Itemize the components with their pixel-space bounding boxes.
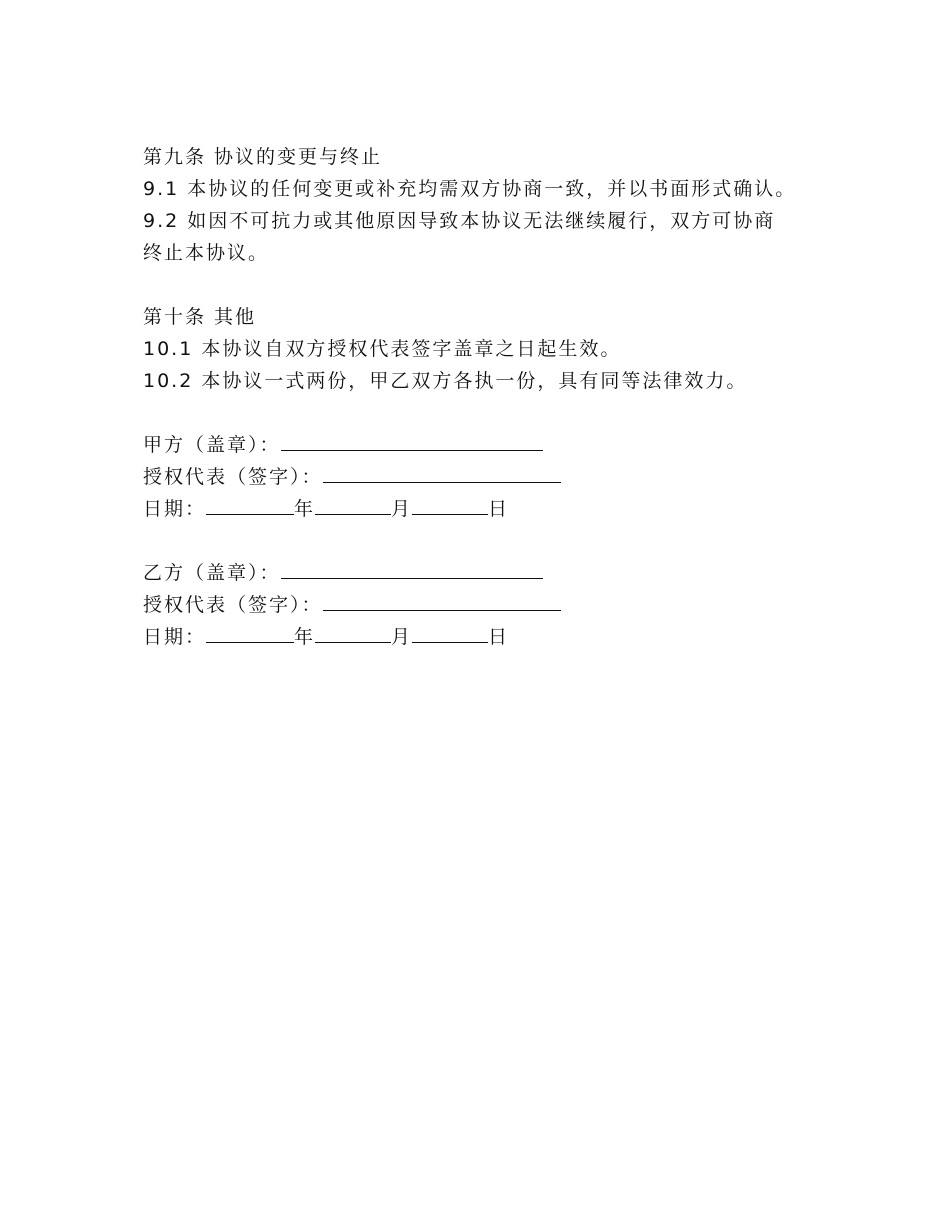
- party-a-year-label: 年: [294, 498, 316, 520]
- clause-10-1: 10.1 本协议自双方授权代表签字盖章之日起生效。: [143, 338, 622, 360]
- article-9-heading: 第九条 协议的变更与终止: [143, 146, 383, 168]
- party-a-signature-blank[interactable]: [323, 461, 561, 483]
- party-a-seal-blank[interactable]: [281, 429, 543, 451]
- party-b-year-label: 年: [294, 626, 316, 648]
- article-10-heading: 第十条 其他: [143, 306, 257, 328]
- clause-9-1: 9.1 本协议的任何变更或补充均需双方协商一致，并以书面形式确认。: [143, 178, 797, 200]
- paragraph-spacer: [143, 525, 843, 557]
- party-b-signature-blank[interactable]: [323, 589, 561, 611]
- party-b-date-row: [143, 621, 843, 653]
- party-b-seal-blank[interactable]: [281, 557, 543, 579]
- party-a-rep-label: 授权代表（签字）：: [143, 466, 323, 488]
- paragraph-spacer: [143, 269, 843, 301]
- party-b-year-blank[interactable]: [206, 621, 294, 643]
- party-a-date-label: 日期：: [143, 498, 207, 520]
- party-b-seal-row: [143, 557, 843, 589]
- party-a-month-blank[interactable]: [315, 493, 391, 515]
- party-a-month-label: 月: [391, 498, 413, 520]
- party-b-seal-label: 乙方（盖章）：: [143, 562, 281, 584]
- clause-9-2-line-2: 终止本协议。: [143, 242, 270, 264]
- party-b-day-label: 日: [488, 626, 510, 648]
- party-b-month-blank[interactable]: [315, 621, 391, 643]
- party-a-seal-row: [143, 429, 843, 461]
- clause-10-2: 10.2 本协议一式两份，甲乙双方各执一份，具有同等法律效力。: [143, 370, 748, 392]
- party-b-month-label: 月: [391, 626, 413, 648]
- party-a-date-row: [143, 493, 843, 525]
- document-page: [143, 141, 843, 653]
- party-a-day-label: 日: [488, 498, 510, 520]
- party-b-rep-label: 授权代表（签字）：: [143, 594, 323, 616]
- party-a-rep-row: [143, 461, 843, 493]
- paragraph-spacer: [143, 397, 843, 429]
- party-b-day-blank[interactable]: [412, 621, 488, 643]
- party-a-seal-label: 甲方（盖章）：: [143, 434, 281, 456]
- party-a-year-blank[interactable]: [206, 493, 294, 515]
- clause-9-2-line-1: 9.2 如因不可抗力或其他原因导致本协议无法继续履行，双方可协商: [143, 210, 776, 232]
- party-b-date-label: 日期：: [143, 626, 207, 648]
- party-a-day-blank[interactable]: [412, 493, 488, 515]
- party-b-rep-row: [143, 589, 843, 621]
